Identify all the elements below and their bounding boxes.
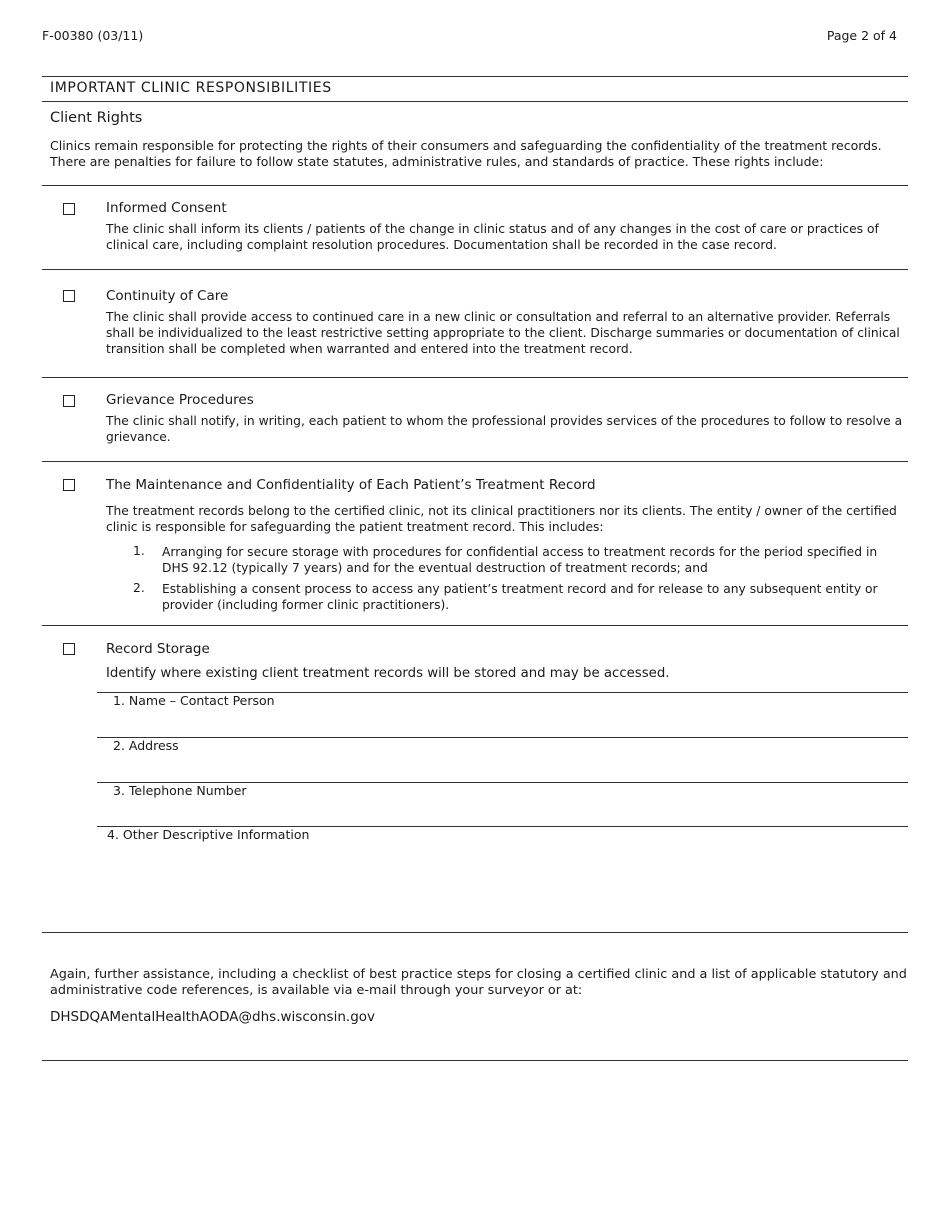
contact-name-label: 1. Name – Contact Person	[113, 693, 275, 708]
continuity-of-care-text: The clinic shall provide access to continued care in a new clinic or consultation and referral to an alternative provider. Referrals shall be individualized to the least restrictive setting appropriate to the client. Discharge summaries or documentation of clinical transition shall be completed when warranted and entered into the treatment record.	[106, 310, 900, 356]
section-intro: Clinics remain responsible for protecting the rights of their consumers and safeguarding the confidentiality of the treatment records. There are penalties for failure to follow state statutes, administrative rules, and standards of practice. These rights include:	[50, 138, 882, 169]
record-storage-title: Record Storage	[106, 641, 210, 657]
informed-consent-text: The clinic shall inform its clients / patients of the change in clinic status and of any changes in the cost of care or practices of clinical care, including complaint resolution procedures. Documentation shall be recorded in the case record.	[106, 222, 879, 252]
informed-consent-checkbox[interactable]	[63, 203, 75, 215]
divider	[42, 461, 908, 462]
continuity-of-care-title: Continuity of Care	[106, 288, 229, 304]
divider	[42, 76, 908, 77]
grievance-procedures-checkbox[interactable]	[63, 395, 75, 407]
list-item-number: 2.	[133, 581, 145, 595]
record-confidentiality-checkbox[interactable]	[63, 479, 75, 491]
grievance-procedures-text: The clinic shall notify, in writing, each patient to whom the professional provides services of the procedures to follow to resolve a grievance.	[106, 414, 903, 444]
divider	[42, 101, 908, 102]
list-item-text: Establishing a consent process to access any patient’s treatment record and for release to any subsequent entity or provider (including former clinic practitioners).	[162, 582, 878, 612]
divider	[42, 625, 908, 626]
other-info-label: 4. Other Descriptive Information	[107, 827, 310, 842]
grievance-procedures-title: Grievance Procedures	[106, 392, 254, 408]
divider	[42, 1060, 908, 1061]
address-input[interactable]	[110, 757, 904, 781]
record-storage-checkbox[interactable]	[63, 643, 75, 655]
form-number: F-00380 (03/11)	[42, 28, 144, 43]
page-number: Page 2 of 4	[826, 28, 897, 43]
divider	[42, 377, 908, 378]
footer-text: Again, further assistance, including a checklist of best practice steps for closing a certified clinic and a list of applicable statutory and administrative code references, is available via e-mail through your surveyor or at:	[50, 967, 907, 998]
record-confidentiality-text: The treatment records belong to the certified clinic, not its clinical practitioners nor its clients. The entity / owner of the certified clinic is responsible for safeguarding the patient treatment record. This includes:	[106, 504, 897, 534]
address-label: 2. Address	[113, 738, 179, 753]
other-info-input[interactable]	[106, 848, 905, 930]
divider	[42, 932, 908, 933]
contact-email-link[interactable]: DHSDQAMentalHealthAODA@dhs.wisconsin.gov	[50, 1009, 376, 1025]
record-confidentiality-title: The Maintenance and Confidentiality of Each Patient’s Treatment Record	[106, 477, 596, 493]
telephone-label: 3. Telephone Number	[113, 783, 247, 798]
continuity-of-care-checkbox[interactable]	[63, 290, 75, 302]
informed-consent-title: Informed Consent	[106, 200, 227, 216]
divider	[97, 737, 908, 738]
record-storage-text: Identify where existing client treatment records will be stored and may be accessed.	[106, 666, 670, 681]
divider	[42, 269, 908, 270]
section-subtitle: Client Rights	[50, 110, 143, 126]
list-item-number: 1.	[133, 544, 145, 558]
divider	[42, 185, 908, 186]
telephone-input[interactable]	[110, 802, 904, 826]
list-item-text: Arranging for secure storage with procedures for confidential access to treatment records for the period specified in DHS 92.12 (typically 7 years) and for the eventual destruction of treatment records; and	[162, 545, 878, 575]
section-title: IMPORTANT CLINIC RESPONSIBILITIES	[50, 80, 332, 96]
contact-name-input[interactable]	[110, 712, 904, 736]
